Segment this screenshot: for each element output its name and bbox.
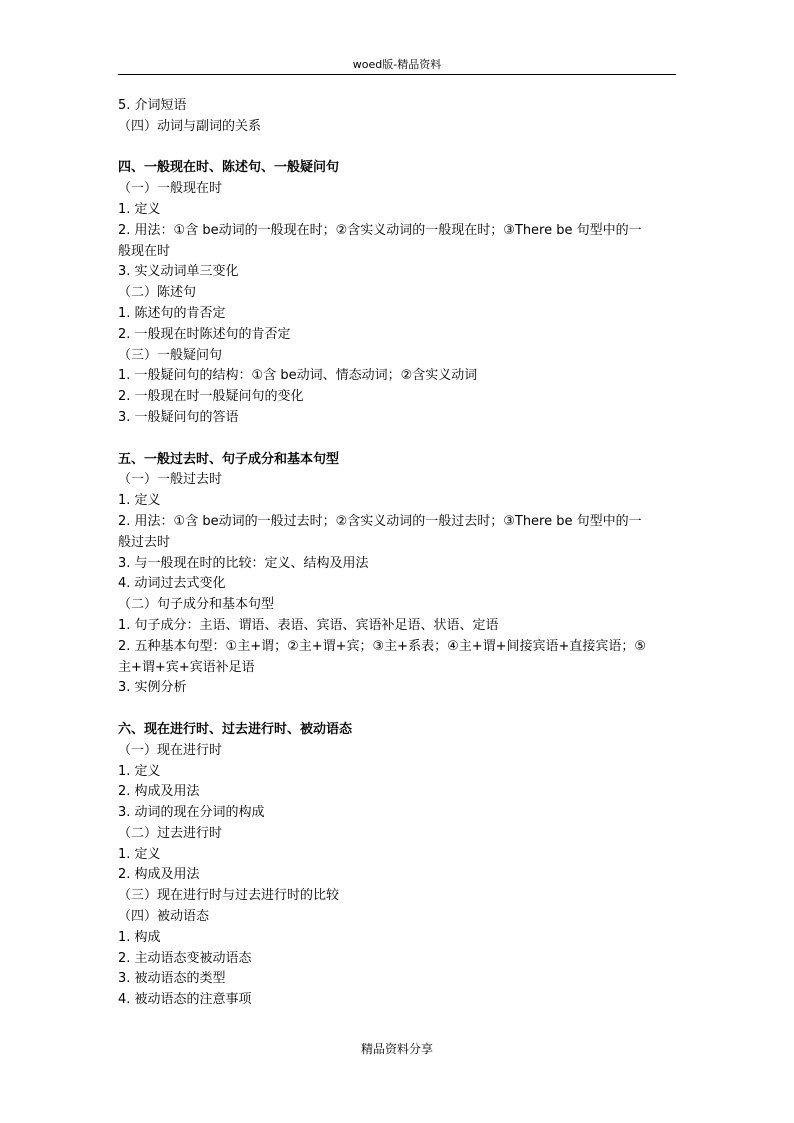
outline-item: （二）过去进行时 — [118, 825, 223, 841]
outline-item: （一）现在进行时 — [118, 742, 223, 758]
outline-item: 4. 被动语态的注意事项 — [118, 992, 252, 1008]
page-header: woed版-精品资料 — [118, 56, 676, 75]
blank-line — [118, 429, 678, 450]
outline-item: （一）一般过去时 — [118, 472, 223, 488]
outline-item: 1. 定义 — [118, 493, 161, 509]
outline-item: 2. 主动语态变被动语态 — [118, 950, 252, 966]
outline-item: 3. 与一般现在时的比较：定义、结构及用法 — [118, 555, 369, 571]
section-heading: 四、一般现在时、陈述句、一般疑问句 — [118, 160, 340, 176]
outline-item: （二）陈述句 — [118, 285, 197, 301]
outline-item: （一）一般现在时 — [118, 181, 223, 197]
outline-item: 3. 一般疑问句的答语 — [118, 409, 239, 425]
blank-line — [118, 699, 678, 720]
outline-item: 般现在时 — [118, 243, 171, 259]
outline-item: 4. 动词过去式变化 — [118, 576, 226, 592]
blank-line — [118, 138, 678, 159]
page-footer: 精品资料分享 — [360, 1042, 433, 1056]
outline-item: 1. 句子成分：主语、谓语、表语、宾语、宾语补足语、状语、定语 — [118, 617, 499, 633]
outline-item: 1. 定义 — [118, 201, 161, 217]
outline-item: 般过去时 — [118, 534, 171, 550]
outline-item: 1. 一般疑问句的结构：①含 be动词、情态动词；②含实义动词 — [118, 368, 478, 384]
outline-item: 3. 实例分析 — [118, 680, 187, 696]
document-body — [118, 96, 678, 1011]
outline-item: （三）一般疑问句 — [118, 347, 223, 363]
section-heading: 五、一般过去时、句子成分和基本句型 — [118, 451, 340, 467]
outline-item: （三）现在进行时与过去进行时的比较 — [118, 888, 340, 904]
outline-item: 1. 定义 — [118, 763, 161, 779]
outline-item: 3. 实义动词单三变化 — [118, 264, 239, 280]
outline-item: 2. 一般现在时一般疑问句的变化 — [118, 389, 304, 405]
outline-item: 主+谓+宾+宾语补足语 — [118, 659, 255, 675]
outline-item: （四）被动语态 — [118, 909, 210, 925]
outline-item: （二）句子成分和基本句型 — [118, 597, 275, 613]
outline-item: 3. 被动语态的类型 — [118, 971, 226, 987]
outline-item: 1. 构成 — [118, 929, 161, 945]
outline-item: 3. 动词的现在分词的构成 — [118, 805, 265, 821]
outline-item: （四）动词与副词的关系 — [118, 118, 262, 134]
outline-item: 2. 用法：①含 be动词的一般过去时；②含实义动词的一般过去时；③There be 句型中的一 — [118, 513, 642, 529]
outline-item: 2. 用法：①含 be动词的一般现在时；②含实义动词的一般现在时；③There be 句型中的一 — [118, 222, 642, 238]
outline-item: 2. 一般现在时陈述句的肯否定 — [118, 326, 291, 342]
outline-item: 5. 介词短语 — [118, 98, 187, 113]
outline-item: 2. 构成及用法 — [118, 867, 200, 883]
outline-item: 1. 定义 — [118, 846, 161, 862]
section-heading: 六、现在进行时、过去进行时、被动语态 — [118, 721, 353, 737]
outline-item: 1. 陈述句的肯否定 — [118, 305, 226, 321]
outline-item: 2. 五种基本句型：①主+谓；②主+谓+宾；③主+系表；④主+谓+间接宾语+直接宾语；⑤ — [118, 638, 647, 654]
outline-item: 2. 构成及用法 — [118, 784, 200, 800]
